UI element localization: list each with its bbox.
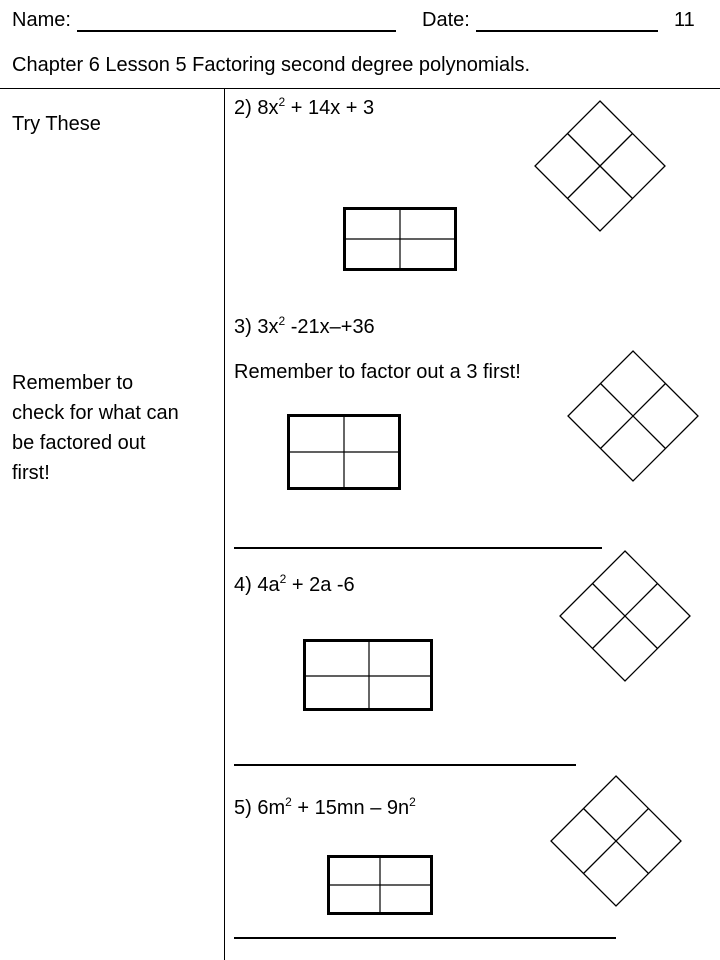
date-field-line[interactable]	[476, 30, 658, 32]
area-box	[343, 207, 457, 271]
column-divider	[224, 88, 225, 960]
problem-4	[234, 574, 355, 596]
problem-number: 4)	[234, 574, 252, 596]
diamond-grid	[560, 551, 690, 681]
area-box	[303, 639, 433, 711]
answer-line[interactable]	[234, 764, 576, 766]
problem-number: 3)	[234, 316, 252, 338]
answer-line[interactable]	[234, 547, 602, 549]
problem-expression: $8x^2 + 14x + 3$	[257, 95, 375, 119]
diamond-grid	[568, 351, 698, 481]
reminder-line: Remember to	[12, 372, 134, 394]
area-box	[327, 855, 433, 915]
try-these-label: Try These	[12, 113, 101, 135]
problem-3	[234, 316, 375, 338]
factor-hint: Remember to factor out a 3 first!	[234, 361, 521, 383]
diamond-grid	[551, 776, 681, 906]
problem-expression: $4a^2 + 2a$ -6	[257, 572, 355, 596]
area-box	[287, 414, 401, 490]
lesson-title: Chapter 6 Lesson 5 Factoring second degree polynomials.	[12, 54, 531, 76]
diamond-grid	[535, 101, 665, 231]
problem-number: 2)	[234, 97, 252, 119]
problem-5	[234, 797, 416, 819]
problem-number: 5)	[234, 797, 252, 819]
reminder-line: be factored out	[12, 432, 146, 454]
reminder-line: check for what can	[12, 402, 179, 424]
date-label: Date:	[422, 9, 470, 31]
page-number: 11	[674, 9, 695, 31]
problem-expression: $3x^2$ -21x–+36	[257, 314, 375, 338]
name-label: Name:	[12, 9, 71, 31]
reminder-line: first!	[12, 462, 50, 484]
answer-line[interactable]	[234, 937, 616, 939]
name-field-line[interactable]	[77, 30, 396, 32]
reminder-note	[12, 368, 179, 488]
header-divider	[0, 88, 720, 89]
problem-expression: $6m^2 + 15mn - 9n^2$	[257, 795, 416, 819]
problem-2	[234, 97, 374, 119]
